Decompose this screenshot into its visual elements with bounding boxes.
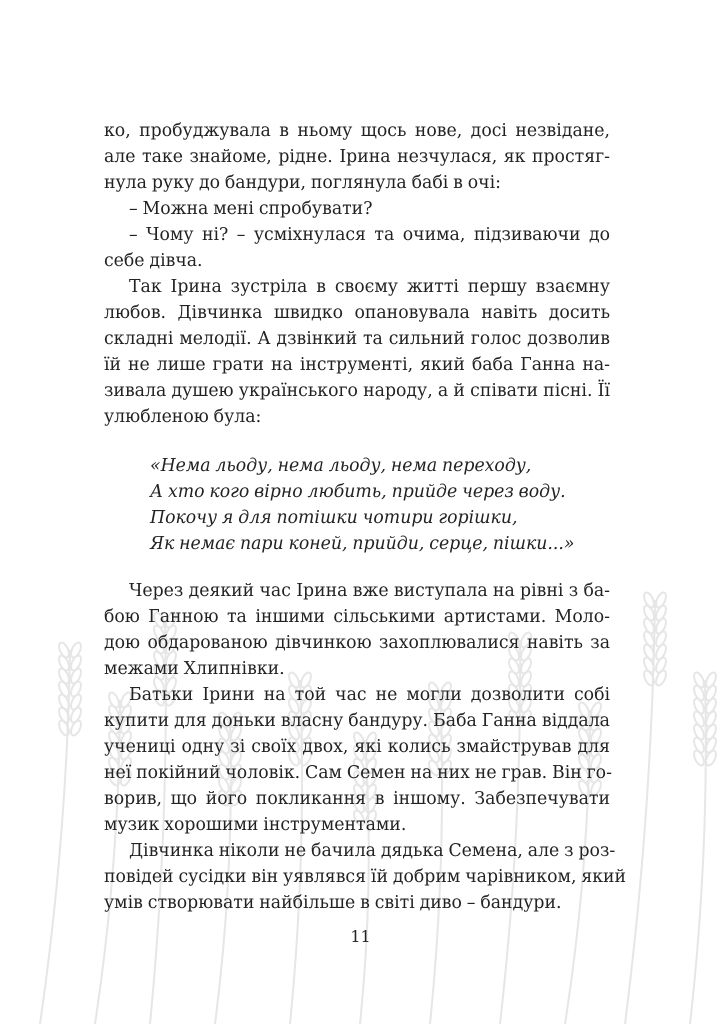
- page-number: 11: [350, 927, 371, 946]
- text-line: складні мелодії. А дзвінкий та сильний голос дозволив: [104, 329, 610, 349]
- text-line: Через деякий час Ірина вже виступала на рівні з ба-: [129, 581, 610, 601]
- text-line: любов. Дівчинка швидко опановувала навіть досить: [104, 303, 610, 323]
- verse-line: Як немає пари коней, прийди, серце, пішки...»: [150, 534, 575, 554]
- text-line: неї покійний чоловік. Сам Семен на них не грав. Він го-: [104, 763, 612, 783]
- text-line: повідей сусідки він уявлявся їй добрим чарівником, який: [104, 867, 627, 887]
- text-line: музик хорошими інструментами.: [104, 815, 407, 835]
- text-line: купити для доньки власну бандуру. Баба Ганна віддала: [104, 711, 610, 731]
- text-line: ворив, що його покликання в іншому. Забезпечувати: [104, 789, 610, 809]
- verse-line: Покочу я для потішки чотири горішки,: [150, 508, 518, 528]
- text-line: Дівчинка ніколи не бачила дядька Семена, але з роз-: [129, 841, 616, 861]
- text-line: дою обдарованою дівчинкою захоплювалися навіть за: [104, 633, 610, 653]
- verse-line: А хто кого вірно любить, прийде через воду.: [150, 482, 566, 502]
- dialogue-line: – Чому ні? – усміхнулася та очима, підзиваючи до: [129, 225, 610, 245]
- text-line: себе дівча.: [104, 251, 203, 271]
- text-line: улюбленою була:: [104, 407, 262, 427]
- text-line: нула руку до бандури, поглянула бабі в очі:: [104, 173, 501, 193]
- text-line: умів створювати найбільше в світі диво – бандури.: [104, 893, 562, 913]
- text-line: ко, пробуджувала в ньому щось нове, досі незвідане,: [104, 121, 610, 141]
- text-line: Так Ірина зустріла в своєму житті першу взаємну: [129, 277, 610, 297]
- text-line: їй не лише грати на інструменті, який баба Ганна на-: [104, 355, 610, 375]
- verse-line: «Нема льоду, нема льоду, нема переходу,: [150, 456, 532, 476]
- dialogue-line: – Можна мені спробувати?: [129, 199, 373, 219]
- text-line: учениці одну зі своїх двох, які колись змайстрував для: [104, 737, 610, 757]
- text-line: межами Хлипнівки.: [104, 659, 285, 679]
- text-line: але таке знайоме, рідне. Ірина незчулася, як простяг-: [104, 147, 610, 167]
- text-line: зивала душею українського народу, а й співати пісні. Її: [104, 381, 610, 401]
- text-line: Батьки Ірини на той час не могли дозволити собі: [129, 685, 610, 705]
- text-line: бою Ганною та іншими сільськими артистами. Моло-: [104, 607, 610, 627]
